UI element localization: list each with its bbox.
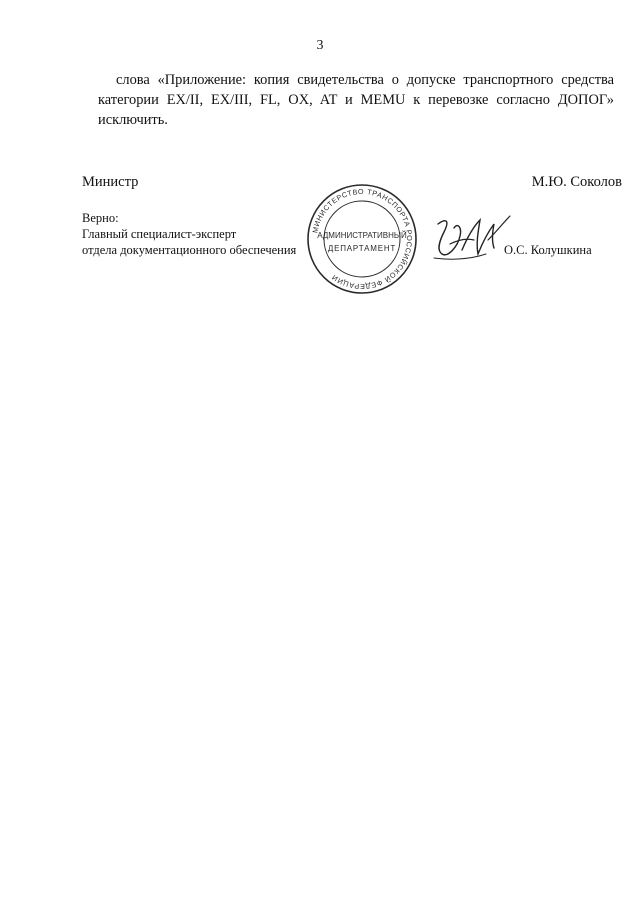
- body-paragraph: [98, 70, 614, 130]
- body-line-3: исключить.: [98, 112, 168, 128]
- specialist-position-line-2: отдела документационного обеспечения: [82, 243, 297, 257]
- body-line-2: категории EX/II, EX/III, FL, OX, AT и MEMU к перевозке согласно ДОПОГ»: [98, 92, 614, 108]
- body-line-1: слова «Приложение: копия свидетельства о допуске транспортного средства: [116, 72, 614, 88]
- minister-name: М.Ю. Соколов: [531, 174, 622, 190]
- certification-label: Верно:: [82, 211, 119, 225]
- specialist-name: О.С. Колушкина: [504, 243, 592, 257]
- minister-title: Министр: [82, 174, 139, 190]
- stamp-center-line-1: АДМИНИСТРАТИВНЫЙ: [317, 231, 407, 240]
- certification-block: [82, 210, 296, 258]
- stamp-center-line-2: ДЕПАРТАМЕНТ: [327, 244, 397, 253]
- stamp-ring-text: МИНИСТЕРСТВО ТРАНСПОРТА РОССИЙСКОЙ ФЕДЕРАЦИИ: [310, 186, 415, 292]
- page-number: 3: [316, 38, 324, 53]
- specialist-position-line-1: Главный специалист-эксперт: [82, 227, 237, 241]
- official-stamp: [306, 183, 418, 295]
- handwritten-signature: [428, 210, 514, 272]
